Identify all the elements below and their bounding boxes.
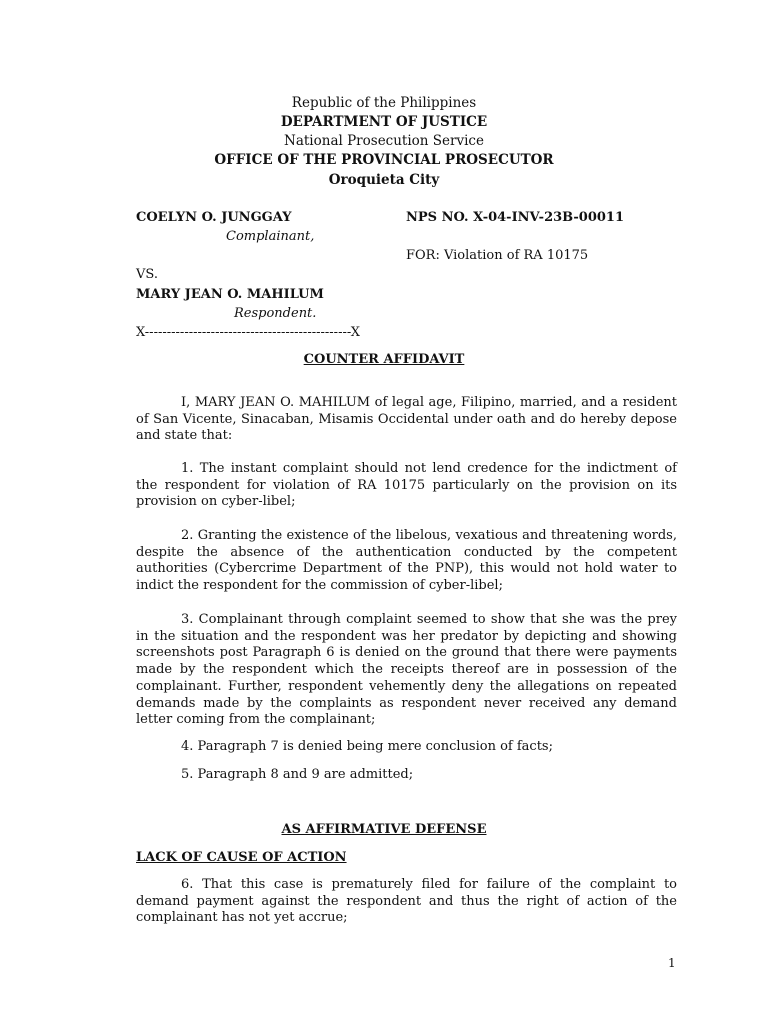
paragraph-1: 1. The instant complaint should not lend credence for the indictment of the respondent for violation of RA 10175 particularly on the provision on its provision on cyber-libel; [136, 461, 677, 510]
page-number: 1 [668, 956, 676, 970]
document-title: COUNTER AFFIDAVIT [303, 352, 465, 367]
header-department: DEPARTMENT OF JUSTICE [280, 114, 488, 130]
section-affirmative-defense: AS AFFIRMATIVE DEFENSE [281, 822, 487, 837]
section-lack-of-cause: LACK OF CAUSE OF ACTION [136, 850, 347, 865]
paragraph-6: 6. That this case is prematurely filed for failure of the complaint to demand payment against the respondent and thus the right of action of the complainant has not yet accrue; [136, 877, 677, 926]
header-office: OFFICE OF THE PROVINCIAL PROSECUTOR [214, 152, 554, 168]
case-charge: FOR: Violation of RA 10175 [406, 248, 589, 263]
paragraph-5: 5. Paragraph 8 and 9 are admitted; [181, 767, 414, 782]
header-republic: Republic of the Philippines [291, 95, 477, 111]
header-service: National Prosecution Service [284, 133, 484, 149]
respondent-role: Respondent. [234, 306, 317, 321]
case-number: NPS NO. X-04-INV-23B-00011 [406, 210, 625, 225]
intro-paragraph: I, MARY JEAN O. MAHILUM of legal age, Filipino, married, and a resident of San Vicente, Sinacaban, Misamis Occidental under oath and do hereby depose and state that: [136, 395, 677, 444]
paragraph-3: 3. Complainant through complaint seemed to show that she was the prey in the situation and the respondent was her predator by depicting and showing screenshots post Paragraph 6 is denied on the ground that there were payments made by the respondent which the receipts thereof are in possession of the complainant. Further, respondent vehemently deny the allegations on repeated demands made by the complaints as respondent never received any demand letter coming from the complainant; [136, 612, 677, 728]
versus-label: VS. [136, 267, 158, 282]
complainant-name: COELYN O. JUNGGAY [136, 210, 292, 225]
paragraph-2: 2. Granting the existence of the libelous, vexatious and threatening words, despite the absence of the authentication conducted by the competent authorities (Cybercrime Department of the PNP), this would not hold water to indict the respondent for the commission of cyber-libel; [136, 528, 677, 594]
complainant-role: Complainant, [226, 229, 315, 244]
header-city: Oroquieta City [328, 172, 440, 188]
paragraph-4: 4. Paragraph 7 is denied being mere conclusion of facts; [181, 739, 553, 754]
caption-divider: X-----------------------------------------------X [136, 325, 361, 340]
respondent-name: MARY JEAN O. MAHILUM [136, 287, 324, 302]
